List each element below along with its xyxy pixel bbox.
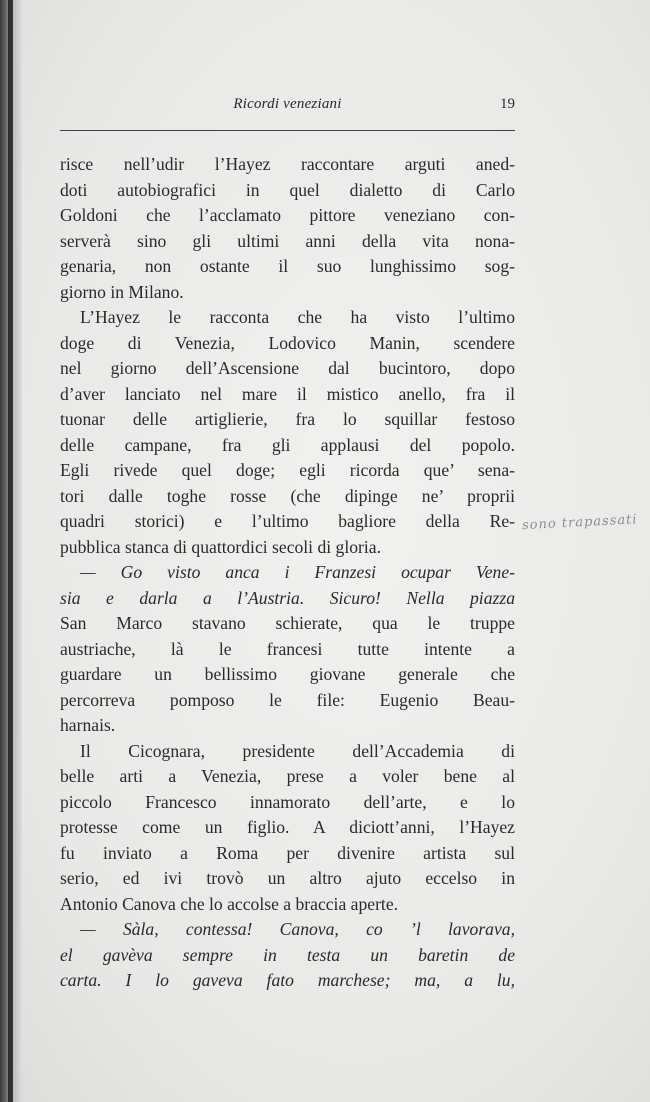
text-line: risce nell’udir l’Hayez raccontare arguti aned- [60, 154, 515, 174]
text-line: doge di Venezia, Lodovico Manin, scendere [60, 332, 515, 353]
text-line: belle arti a Venezia, prese a voler bene al [60, 766, 515, 786]
text-line: percorreva pomposo le file: Eugenio Beau- [60, 689, 515, 710]
text-line: San Marco stavano schierate, qua le truppe [60, 613, 515, 633]
running-header [60, 96, 515, 122]
text-line: L’Hayez le racconta che ha visto l’ultimo [80, 307, 515, 327]
header-rule [60, 130, 515, 131]
running-title: Ricordi veneziani [233, 96, 342, 112]
text-line: giorno in Milano. [60, 281, 184, 302]
text-line: Egli rivede quel doge; egli ricorda que’ sena- [60, 460, 515, 480]
binding-edge [8, 0, 13, 1102]
text-line: sia e darla a l’Austria. Sicuro! Nella piazza [60, 587, 515, 608]
text-line: fu inviato a Roma per divenire artista sul [60, 842, 515, 863]
text-line: serverà sino gli ultimi anni della vita nona- [60, 230, 515, 251]
text-line: Il Cicognara, presidente dell’Accademia di [80, 740, 515, 761]
body-text [60, 152, 515, 994]
text-line: doti autobiografici in quel dialetto di Carlo [60, 179, 515, 200]
text-line: genaria, non ostante il suo lunghissimo sog- [60, 256, 515, 276]
text-line: piccolo Francesco innamorato dell’arte, e lo [60, 791, 515, 812]
text-line: nel giorno dell’Ascensione dal bucintoro, dopo [60, 358, 515, 378]
text-line: harnais. [60, 715, 116, 735]
text-line: carta. I lo gaveva fato marchese; ma, a lu, [60, 970, 515, 990]
text-line: tuonar delle artiglierie, fra lo squillar festoso [60, 409, 515, 429]
text-line: Goldoni che l’acclamato pittore veneziano con- [60, 205, 515, 225]
text-line: — Sàla, contessa! Canova, co ’l lavorava, [80, 919, 515, 939]
text-line: d’aver lanciato nel mare il mistico anello, fra il [60, 383, 515, 404]
text-line: tori dalle toghe rosse (che dipinge ne’ proprii [60, 485, 515, 506]
text-line: quadri storici) e l’ultimo bagliore della Re- [60, 511, 515, 531]
text-line: serio, ed ivi trovò un altro ajuto eccelso in [60, 868, 515, 888]
page-number: 19 [500, 96, 515, 112]
text-line: austriache, là le francesi tutte intente a [60, 638, 515, 659]
handwritten-margin-note: sono trapassati [521, 512, 638, 534]
text-line: protesse come un figlio. A diciott’anni, l’Hayez [60, 817, 515, 837]
text-line: Antonio Canova che lo accolse a braccia aperte. [60, 893, 399, 914]
text-line: guardare un bellissimo giovane generale che [60, 664, 515, 684]
text-line: pubblica stanca di quattordici secoli di gloria. [60, 536, 381, 557]
text-line: delle campane, fra gli applausi del popolo. [60, 434, 515, 455]
text-line: — Go visto anca i Franzesi ocupar Vene- [80, 562, 515, 582]
text-line: el gavèva sempre in testa un baretin de [60, 944, 515, 965]
